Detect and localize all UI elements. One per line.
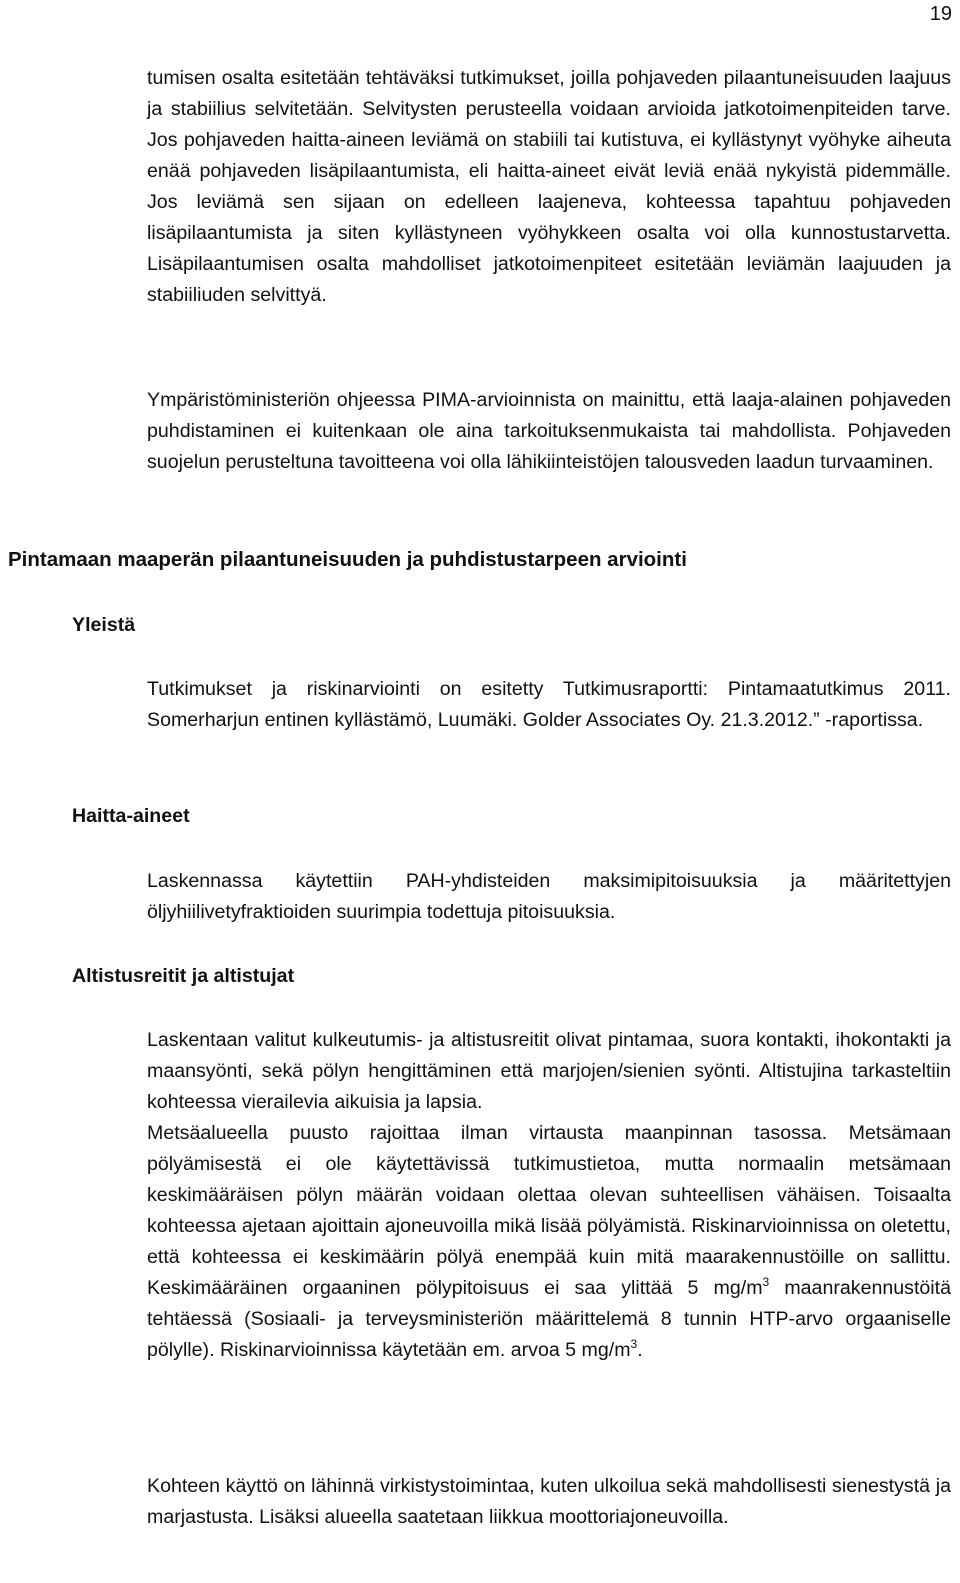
exposure-paragraph-2-part-3: . [637,1339,643,1361]
exposure-paragraph-2-part-2: maanrakennustöitä tehtäessä (Sosiaali- ja terveysministeriön määrittelemä 8 tunnin HTP-arvo orgaaniselle pölylle). Riskinarvioinnissa käytetään em. arvoa 5 mg/m [147,1277,951,1361]
intro-paragraph-1 [147,63,951,311]
exposure-paragraph-2-part-1: Metsäalueella puusto rajoittaa ilman virtausta maanpinnan tasossa. Metsämaan pölyämisestä ei ole käytettävissä tutkimustietoa, mutta normaalin metsämaan keskimääräisen pölyn määrän voidaan olettaa olevan suhteellisen vähäisen. Toisaalta kohteessa ajetaan ajoittain ajoneuvoilla mikä lisää pölyämistä. Riskinarvioinnissa on oletettu, että kohteessa ei keskimäärin pölyä enempää kuin mitä maarakennustöille on sallittu. Keskimääräinen orgaaninen pölypitoisuus ei saa ylittää 5 mg/m [147,1122,951,1299]
general-paragraph [147,674,951,736]
intro-paragraph-2-text: Ympäristöministeriön ohjeessa PIMA-arvioinnista on mainittu, että laaja-alainen pohjaveden puhdistaminen ei kuitenkaan ole aina tarkoituksenmukaista tai mahdollista. Pohjaveden suojelun perusteltuna tavoitteena voi olla lähikiinteistöjen talousveden laadun turvaaminen. [147,389,951,473]
contaminants-paragraph [147,866,951,928]
exposure-paragraph-2 [147,1118,951,1366]
heading-general: Yleistä [72,614,136,636]
intro-paragraph-1-text: tumisen osalta esitetään tehtäväksi tutkimukset, joilla pohjaveden pilaantuneisuuden laajuus ja stabiilius selvitetään. Selvitysten perusteella voidaan arvioida jatkotoimenpiteiden tarve. Jos pohjaveden haitta-aineen leviämä on stabiili tai kutistuva, ei kyllästynyt vyöhyke aiheuta enää pohjaveden lisäpilaantumista, eli haitta-aineet eivät leviä enää nykyistä pidemmälle. Jos leviämä sen sijaan on edelleen laajeneva, kohteessa tapahtuu pohjaveden lisäpilaantumista ja siten kyllästyneen vyöhykkeen osalta voi olla kunnostustarvetta. Lisäpilaantumisen osalta mahdolliset jatkotoimenpiteet esitetään leviämän laajuuden ja stabiiliuden selvittyä. [147,67,951,306]
contaminants-paragraph-text: Laskennassa käytettiin PAH-yhdisteiden maksimipitoisuuksia ja määritettyjen öljyhiilivetyfraktioiden suurimpia todettuja pitoisuuksia. [147,870,951,923]
exposure-paragraph-1: Laskentaan valitut kulkeutumis- ja altistusreitit olivat pintamaa, suora kontakti, ihokontakti ja maansyönti, sekä pölyn hengittäminen että marjojen/sienien syönti. Altistujina tarkasteltiin kohteessa vierailevia aikuisia ja lapsia. [147,1029,951,1113]
superscript-cubic: 3 [762,1275,770,1289]
intro-paragraph-2 [147,385,951,478]
heading-contaminants: Haitta-aineet [72,805,190,827]
heading-exposure: Altistusreitit ja altistujat [72,965,295,987]
exposure-paragraph-3-block [147,1471,951,1533]
exposure-paragraph-3: Kohteen käyttö on lähinnä virkistystoimintaa, kuten ulkoilua sekä mahdollisesti sienestystä ja marjastusta. Lisäksi alueella saatetaan liikkua moottoriajoneuvoilla. [147,1475,951,1528]
superscript-cubic-2: 3 [630,1337,638,1351]
page-number: 19 [929,3,952,25]
section-heading: Pintamaan maaperän pilaantuneisuuden ja puhdistustarpeen arviointi [8,548,687,571]
exposure-paragraphs [147,1025,951,1366]
general-paragraph-text: Tutkimukset ja riskinarviointi on esitetty Tutkimusraportti: Pintamaatutkimus 2011. Somerharjun entinen kyllästämö, Luumäki. Golder Associates Oy. 21.3.2012.” -raportissa. [147,678,951,731]
